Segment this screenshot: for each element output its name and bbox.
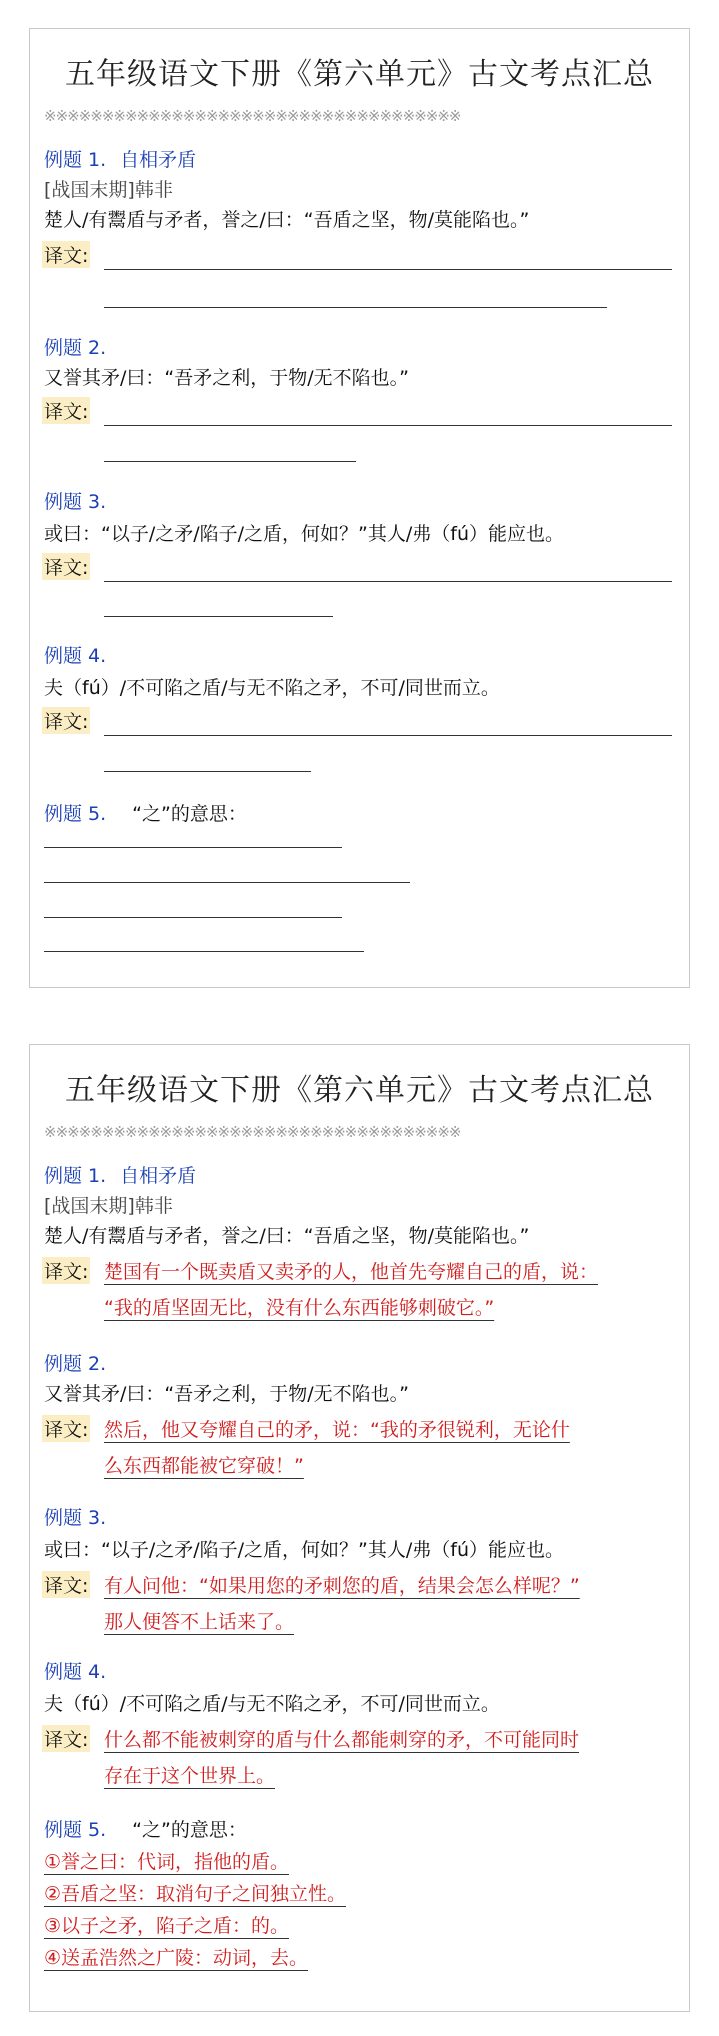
answer-text: 楚国有一个既卖盾又卖矛的人，他首先夸耀自己的盾，说：	[104, 1261, 599, 1283]
example-2-heading: 例题 2.	[44, 1353, 107, 1375]
example-4-text: 夫（fú）/不可陷之盾/与无不陷之矛，不可/同世而立。	[44, 677, 500, 699]
example-2-text: 又誉其矛/曰：“吾矛之利，于物/无不陷也。”	[44, 367, 409, 389]
worksheet-answers	[29, 1044, 690, 2012]
answer-text: 那人便答不上话来了。	[104, 1611, 295, 1633]
example-1-heading	[44, 1161, 196, 1188]
answer-text: ①誉之曰：代词，指他的盾。	[44, 1851, 290, 1873]
answer-text: ③以子之矛，陷子之盾：的。	[44, 1915, 290, 1937]
example-1-text: 楚人/有鬻盾与矛者，誉之/曰：“吾盾之坚，物/莫能陷也。”	[44, 1225, 530, 1247]
example-4-text: 夫（fú）/不可陷之盾/与无不陷之矛，不可/同世而立。	[44, 1693, 500, 1715]
answer-text: 有人问他：“如果用您的矛刺您的盾，结果会怎么样呢？”	[104, 1575, 580, 1597]
translation-label: 译文:	[42, 707, 90, 734]
example-5-heading	[44, 1815, 247, 1842]
translation-label: 译文:	[42, 1725, 90, 1752]
answer-line	[44, 847, 342, 848]
example-3-heading: 例题 3.	[44, 1507, 107, 1529]
answer-text: ④送孟浩然之广陵：动词，去。	[44, 1947, 309, 1969]
translation-label: 译文:	[42, 1415, 90, 1442]
example-5-text: “之”的意思：	[132, 1819, 247, 1841]
example-1-heading	[44, 145, 196, 172]
example-5-text: “之”的意思：	[132, 803, 247, 825]
answer-text: 然后，他又夸耀自己的矛，说：“我的矛很锐利，无论什	[104, 1419, 570, 1441]
answer-text: 么东西都能被它穿破！”	[104, 1455, 304, 1477]
answer-line	[104, 735, 672, 736]
translation-label: 译文:	[42, 241, 90, 268]
page-title: 五年级语文下册《第六单元》古文考点汇总	[65, 1073, 654, 1108]
example-3-heading: 例题 3.	[44, 491, 107, 513]
answer-line	[44, 882, 410, 883]
answer-line	[104, 771, 311, 772]
example-4-heading: 例题 4.	[44, 645, 107, 667]
example-2-heading: 例题 2.	[44, 337, 107, 359]
translation-label: 译文:	[42, 1571, 90, 1598]
answer-text: 存在于这个世界上。	[104, 1765, 276, 1787]
example-5-heading	[44, 799, 247, 826]
answer-line	[104, 581, 672, 582]
example-label: 例题 5.	[44, 1819, 107, 1841]
page-title: 五年级语文下册《第六单元》古文考点汇总	[65, 57, 654, 92]
star-divider: ※※※※※※※※※※※※※※※※※※※※※※※※※※※※※※※※※※※※	[44, 1123, 461, 1141]
example-title: 自相矛盾	[120, 1165, 197, 1187]
star-divider: ※※※※※※※※※※※※※※※※※※※※※※※※※※※※※※※※※※※※	[44, 107, 461, 125]
answer-line	[104, 307, 607, 308]
translation-label: 译文:	[42, 553, 90, 580]
translation-label: 译文:	[42, 1257, 90, 1284]
example-1-text: 楚人/有鬻盾与矛者，誉之/曰：“吾盾之坚，物/莫能陷也。”	[44, 209, 530, 231]
translation-label: 译文:	[42, 397, 90, 424]
example-1-source: [战国末期]韩非	[44, 1195, 173, 1217]
example-3-text: 或曰：“以子/之矛/陷子/之盾，何如？”其人/弗（fú）能应也。	[44, 1539, 565, 1561]
answer-text: ②吾盾之坚：取消句子之间独立性。	[44, 1883, 347, 1905]
answer-line	[104, 461, 356, 462]
answer-text: “我的盾坚固无比，没有什么东西能够刺破它。”	[104, 1297, 495, 1319]
answer-line	[104, 616, 333, 617]
example-1-source: [战国末期]韩非	[44, 179, 173, 201]
example-label: 例题 1.	[44, 1165, 107, 1187]
answer-line	[44, 917, 342, 918]
example-label: 例题 5.	[44, 803, 107, 825]
example-title: 自相矛盾	[120, 149, 197, 171]
answer-line	[44, 951, 364, 952]
answer-text: 什么都不能被刺穿的盾与什么都能刺穿的矛，不可能同时	[104, 1729, 580, 1751]
worksheet-blank	[29, 28, 690, 988]
example-2-text: 又誉其矛/曰：“吾矛之利，于物/无不陷也。”	[44, 1383, 409, 1405]
example-3-text: 或曰：“以子/之矛/陷子/之盾，何如？”其人/弗（fú）能应也。	[44, 523, 565, 545]
answer-line	[104, 425, 672, 426]
answer-line	[104, 269, 672, 270]
example-4-heading: 例题 4.	[44, 1661, 107, 1683]
example-label: 例题 1.	[44, 149, 107, 171]
